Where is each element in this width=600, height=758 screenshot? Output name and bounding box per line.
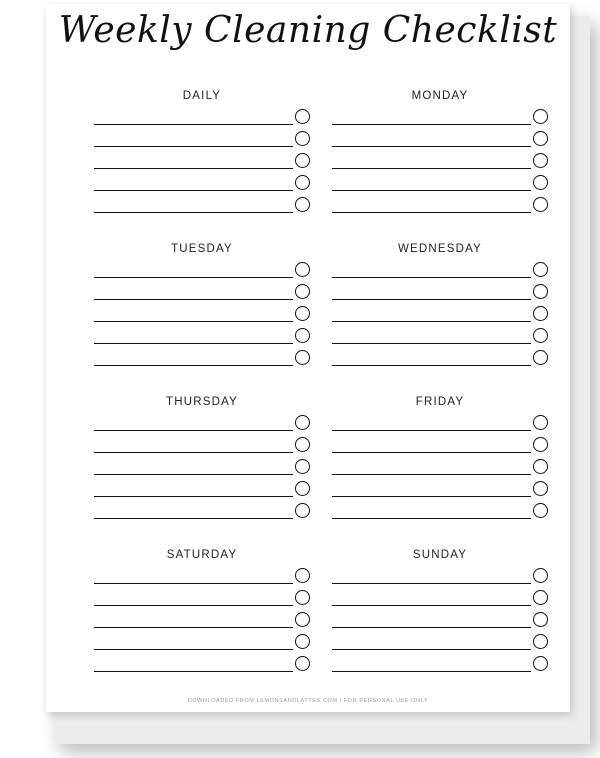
checkbox-circle-icon[interactable]: [533, 175, 548, 190]
section-title: WEDNESDAY: [397, 243, 483, 255]
task-row: [94, 325, 310, 347]
checkbox-circle-icon[interactable]: [295, 415, 310, 430]
task-line[interactable]: [332, 452, 531, 453]
section-friday: [332, 396, 548, 522]
checkbox-circle-icon[interactable]: [295, 656, 310, 671]
section-title: TUESDAY: [171, 243, 233, 255]
checkbox-circle-icon[interactable]: [295, 197, 310, 212]
task-rows: [94, 106, 310, 216]
section-title: FRIDAY: [415, 396, 465, 408]
section-wednesday: [332, 243, 548, 369]
checkbox-circle-icon[interactable]: [533, 306, 548, 321]
section-title: MONDAY: [411, 90, 469, 102]
task-line[interactable]: [94, 474, 293, 475]
task-row: [332, 106, 548, 128]
task-line[interactable]: [332, 124, 531, 125]
task-line[interactable]: [332, 212, 531, 213]
checkbox-circle-icon[interactable]: [533, 262, 548, 277]
task-line[interactable]: [332, 277, 531, 278]
task-row: [94, 609, 310, 631]
task-line[interactable]: [94, 343, 293, 344]
task-row: [94, 412, 310, 434]
checkbox-circle-icon[interactable]: [295, 568, 310, 583]
task-row: [94, 434, 310, 456]
task-row: [332, 565, 548, 587]
task-line[interactable]: [332, 321, 531, 322]
task-row: [332, 325, 548, 347]
section-title: SUNDAY: [412, 549, 468, 561]
page-title: Weekly Cleaning Checklist: [58, 10, 558, 51]
task-row: [94, 653, 310, 675]
task-row: [94, 456, 310, 478]
task-line[interactable]: [332, 496, 531, 497]
task-line[interactable]: [94, 649, 293, 650]
task-row: [332, 587, 548, 609]
task-row: [94, 631, 310, 653]
checkbox-circle-icon[interactable]: [295, 284, 310, 299]
task-line[interactable]: [94, 277, 293, 278]
checkbox-circle-icon[interactable]: [533, 612, 548, 627]
checkbox-circle-icon[interactable]: [533, 131, 548, 146]
section-title: DAILY: [182, 90, 222, 102]
checkbox-circle-icon[interactable]: [533, 284, 548, 299]
task-line[interactable]: [94, 168, 293, 169]
task-row: [332, 172, 548, 194]
task-rows: [94, 259, 310, 369]
task-line[interactable]: [332, 518, 531, 519]
task-row: [332, 434, 548, 456]
checkbox-circle-icon[interactable]: [533, 153, 548, 168]
task-line[interactable]: [94, 146, 293, 147]
task-row: [94, 500, 310, 522]
checklist-sheet: [46, 4, 570, 712]
section-daily: [94, 90, 310, 216]
task-line[interactable]: [332, 168, 531, 169]
task-line[interactable]: [332, 299, 531, 300]
checkbox-circle-icon[interactable]: [295, 459, 310, 474]
checkbox-circle-icon[interactable]: [533, 590, 548, 605]
task-line[interactable]: [94, 299, 293, 300]
checkbox-circle-icon[interactable]: [295, 437, 310, 452]
task-row: [332, 412, 548, 434]
task-rows: [332, 259, 548, 369]
task-row: [332, 500, 548, 522]
task-row: [94, 303, 310, 325]
task-row: [332, 609, 548, 631]
task-row: [332, 478, 548, 500]
task-line[interactable]: [94, 518, 293, 519]
checkbox-circle-icon[interactable]: [295, 481, 310, 496]
task-row: [332, 653, 548, 675]
task-line[interactable]: [332, 671, 531, 672]
checkbox-circle-icon[interactable]: [533, 197, 548, 212]
task-line[interactable]: [332, 430, 531, 431]
task-row: [94, 128, 310, 150]
checkbox-circle-icon[interactable]: [533, 503, 548, 518]
task-row: [332, 631, 548, 653]
footer-note: DOWNLOADED FROM LEMONSANDLATTES.COM | FOR PERSONAL USE ONLY: [187, 698, 429, 704]
section-saturday: [94, 549, 310, 675]
task-row: [94, 194, 310, 216]
section-title: SATURDAY: [166, 549, 238, 561]
task-line[interactable]: [332, 605, 531, 606]
task-line[interactable]: [94, 430, 293, 431]
task-line[interactable]: [332, 627, 531, 628]
task-line[interactable]: [332, 474, 531, 475]
task-row: [332, 456, 548, 478]
task-row: [332, 128, 548, 150]
checkbox-circle-icon[interactable]: [295, 503, 310, 518]
checkbox-circle-icon[interactable]: [533, 656, 548, 671]
checkbox-circle-icon[interactable]: [533, 415, 548, 430]
section-title: THURSDAY: [165, 396, 238, 408]
task-row: [94, 172, 310, 194]
checkbox-circle-icon[interactable]: [533, 328, 548, 343]
checkbox-circle-icon[interactable]: [533, 634, 548, 649]
checkbox-circle-icon[interactable]: [295, 262, 310, 277]
task-line[interactable]: [94, 496, 293, 497]
task-row: [332, 281, 548, 303]
task-rows: [332, 565, 548, 675]
checkbox-circle-icon[interactable]: [533, 568, 548, 583]
checkbox-circle-icon[interactable]: [295, 131, 310, 146]
task-row: [94, 106, 310, 128]
checkbox-circle-icon[interactable]: [533, 459, 548, 474]
task-row: [94, 347, 310, 369]
task-row: [94, 259, 310, 281]
task-row: [94, 478, 310, 500]
task-line[interactable]: [94, 583, 293, 584]
checkbox-circle-icon[interactable]: [533, 350, 548, 365]
task-line[interactable]: [94, 190, 293, 191]
task-row: [332, 150, 548, 172]
task-row: [332, 347, 548, 369]
task-line[interactable]: [332, 583, 531, 584]
section-sunday: [332, 549, 548, 675]
checkbox-circle-icon[interactable]: [295, 153, 310, 168]
checkbox-circle-icon[interactable]: [295, 109, 310, 124]
checkbox-circle-icon[interactable]: [295, 350, 310, 365]
task-line[interactable]: [332, 190, 531, 191]
task-row: [94, 281, 310, 303]
task-line[interactable]: [94, 671, 293, 672]
checkbox-circle-icon[interactable]: [295, 306, 310, 321]
task-line[interactable]: [332, 146, 531, 147]
task-row: [332, 303, 548, 325]
task-rows: [94, 565, 310, 675]
task-line[interactable]: [94, 124, 293, 125]
task-line[interactable]: [94, 605, 293, 606]
task-line[interactable]: [94, 452, 293, 453]
checkbox-circle-icon[interactable]: [533, 437, 548, 452]
task-rows: [332, 412, 548, 522]
task-line[interactable]: [332, 365, 531, 366]
task-line[interactable]: [94, 627, 293, 628]
checkbox-circle-icon[interactable]: [295, 612, 310, 627]
checkbox-circle-icon[interactable]: [295, 590, 310, 605]
checkbox-circle-icon[interactable]: [295, 328, 310, 343]
task-line[interactable]: [94, 365, 293, 366]
task-row: [332, 259, 548, 281]
task-rows: [94, 412, 310, 522]
task-line[interactable]: [94, 321, 293, 322]
task-rows: [332, 106, 548, 216]
task-line[interactable]: [94, 212, 293, 213]
task-row: [332, 194, 548, 216]
task-line[interactable]: [332, 343, 531, 344]
checkbox-circle-icon[interactable]: [295, 175, 310, 190]
section-thursday: [94, 396, 310, 522]
checkbox-circle-icon[interactable]: [295, 634, 310, 649]
task-line[interactable]: [332, 649, 531, 650]
task-row: [94, 587, 310, 609]
task-row: [94, 150, 310, 172]
section-monday: [332, 90, 548, 216]
section-tuesday: [94, 243, 310, 369]
task-row: [94, 565, 310, 587]
checkbox-circle-icon[interactable]: [533, 109, 548, 124]
checkbox-circle-icon[interactable]: [533, 481, 548, 496]
